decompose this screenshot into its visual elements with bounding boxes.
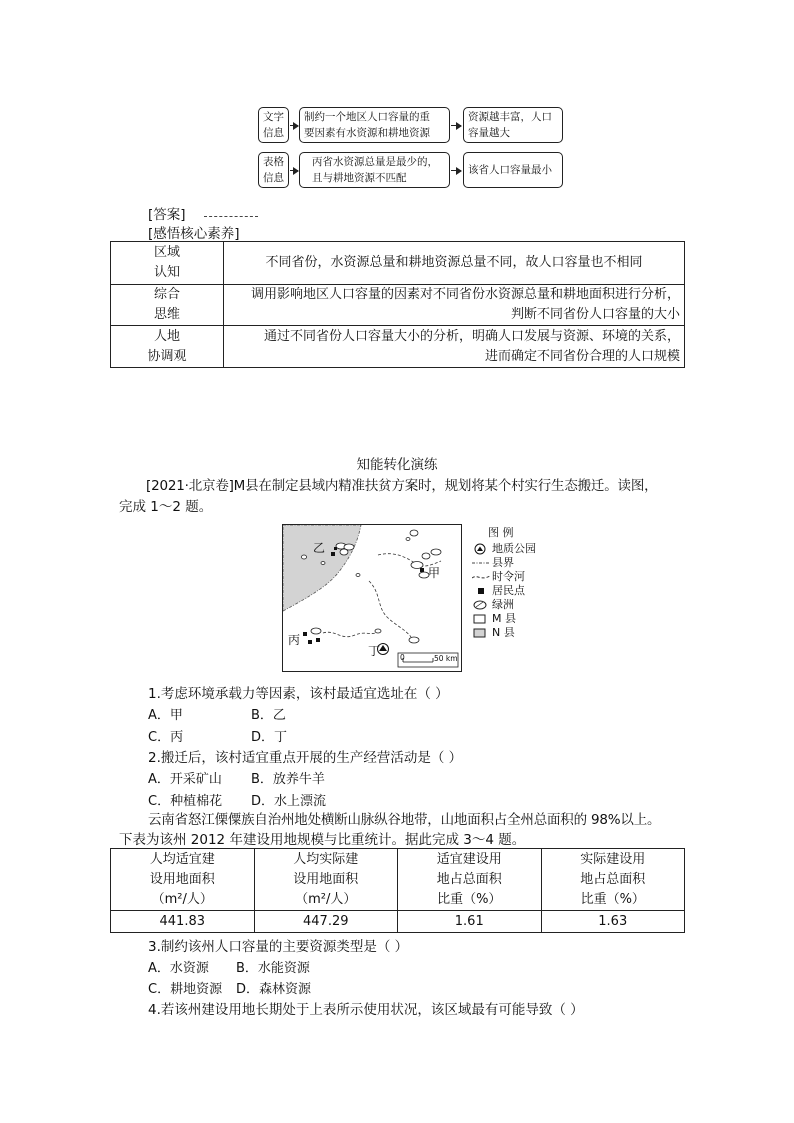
oasis [302,555,307,559]
intro-line: 完成 1～2 题。 [119,499,213,515]
flow-result-text-info: 资源越丰富，人口 容量越大 [463,107,563,143]
legend-label: 时令河 [492,570,525,583]
oasis [340,549,348,555]
oasis [431,549,441,555]
oasis [410,530,418,536]
n-county-icon [473,627,487,639]
flow-arrow [290,125,298,126]
label-bing: 丙 [288,633,301,647]
label-yi: 乙 [313,541,326,555]
scale-zero: 0 [400,653,405,662]
settlement-icon [476,585,488,597]
oasis [321,562,325,565]
legend-label: 绿洲 [492,598,514,611]
legend-item [472,542,562,556]
option-c[interactable]: C．种植棉花 [148,794,223,809]
n-county-area [283,525,361,611]
legend-item [472,570,562,584]
table-cell: 447.29 [254,911,398,933]
table-header-cell: 人均适宜建 设用地面积 （m²/人） [111,849,255,911]
flow-tag-table-info: 表格 信息 [258,152,289,188]
map-graphic [283,525,461,671]
table-row [111,242,685,285]
seasonal-river [378,554,441,566]
legend-label: M 县 [492,612,516,625]
table-key-cell: 综合 思维 [111,285,224,326]
table-value-cell: 通过不同省份人口容量大小的分析，明确人口发展与资源、环境的关系， 进而确定不同省份合理的人口规模 [224,326,685,368]
option-a[interactable]: A．甲 [148,708,183,723]
option-a[interactable]: A．水资源 [148,961,209,976]
option-a[interactable]: A．开采矿山 [148,772,222,787]
legend-label: N 县 [492,626,515,639]
oasis-icon [472,599,488,611]
option-b[interactable]: B．放养牛羊 [251,772,325,787]
table-cell: 441.83 [111,911,255,933]
table-cell: 1.61 [398,911,542,933]
option-b[interactable]: B．乙 [251,708,286,723]
option-c[interactable]: C．耕地资源 [148,982,223,997]
core-literacy-table [110,241,685,368]
geopark-icon [474,543,486,555]
county-border-icon [472,557,490,569]
core-label: [感悟核心素养] [148,226,240,242]
intro2-line: 云南省怒江傈僳族自治州地处横断山脉纵谷地带，山地面积占全州总面积的 98%以上。 [148,812,661,828]
option-d[interactable]: D．丁 [251,730,288,745]
question-3: 3.制约该州人口容量的主要资源类型是（ ） [148,939,409,955]
table-key-cell: 人地 协调观 [111,326,224,368]
oasis [422,553,430,559]
oasis [406,538,410,541]
question-1: 1.考虑环境承载力等因素，该村最适宜选址在（ ） [148,686,449,702]
question-2: 2.搬迁后，该村适宜重点开展的生产经营活动是（ ） [148,750,463,766]
oasis [375,629,381,633]
label-jia: 甲 [428,566,441,580]
table-row [111,326,685,368]
flow-arrow [290,170,298,171]
flow-middle-text-info: 制约一个地区人口容量的重 要因素有水资源和耕地资源 [299,107,450,143]
table-row [111,911,685,933]
county-map [282,524,462,672]
settlement [303,632,307,636]
settlement [420,568,424,572]
table-key-cell: 区域 认知 [111,242,224,285]
legend-item [472,612,562,626]
land-use-table [110,848,685,933]
oasis [311,628,321,634]
legend-label: 地质公园 [492,542,536,555]
answer-blank [204,216,258,217]
flow-middle-table-info: 丙省水资源总量是最少的， 且与耕地资源不匹配 [299,152,450,188]
legend-item [472,598,562,612]
legend-item [472,584,562,598]
table-header-cell: 适宜建设用 地占总面积 比重（%） [398,849,542,911]
flow-result-table-info: 该省人口容量最小 [463,152,563,188]
table-cell: 1.63 [541,911,685,933]
flow-arrow [451,125,461,126]
answer-label: [答案] [148,207,186,223]
section-title: 知能转化演练 [356,457,438,473]
flow-arrow [451,170,461,171]
table-header-cell: 人均实际建 设用地面积 （m²/人） [254,849,398,911]
option-c[interactable]: C．丙 [148,730,184,745]
label-ding: 丁 [368,644,381,658]
legend-item [472,626,562,640]
settlement [308,640,312,644]
settlement [334,547,337,550]
oasis [409,637,419,643]
intro-line: [2021·北京卷]M县在制定县域内精准扶贫方案时，规划将某个村实行生态搬迁。读图， [146,478,658,494]
table-value-cell: 调用影响地区人口容量的因素对不同省份水资源总量和耕地面积进行分析， 判断不同省份人口容量的大小 [224,285,685,326]
intro2-line: 下表为该州 2012 年建设用地规模与比重统计。据此完成 3～4 题。 [119,832,526,848]
option-d[interactable]: D．水上漂流 [251,794,327,809]
legend-item [472,556,562,570]
seasonal-river [369,581,411,637]
m-county-icon [473,613,487,625]
legend-title: 图 例 [488,526,514,539]
scale-label: 50 km [434,654,458,663]
question-4: 4.若该州建设用地长期处于上表所示使用状况，该区域最有可能导致（ ） [148,1002,584,1018]
flow-tag-text-info: 文字 信息 [258,107,289,143]
map-legend [472,526,562,640]
settlement [331,552,335,556]
table-header-row [111,849,685,911]
option-b[interactable]: B．水能资源 [236,961,310,976]
table-header-cell: 实际建设用 地占总面积 比重（%） [541,849,685,911]
oasis [411,562,423,569]
settlement [316,638,320,642]
oasis [356,574,360,577]
seasonal-river [323,632,375,637]
legend-label: 县界 [492,556,514,569]
legend-label: 居民点 [492,584,525,597]
option-d[interactable]: D．森林资源 [236,982,312,997]
table-value-cell: 不同省份，水资源总量和耕地资源总量不同，故人口容量也不相同 [224,242,685,285]
table-row [111,285,685,326]
seasonal-river-icon [472,571,490,583]
